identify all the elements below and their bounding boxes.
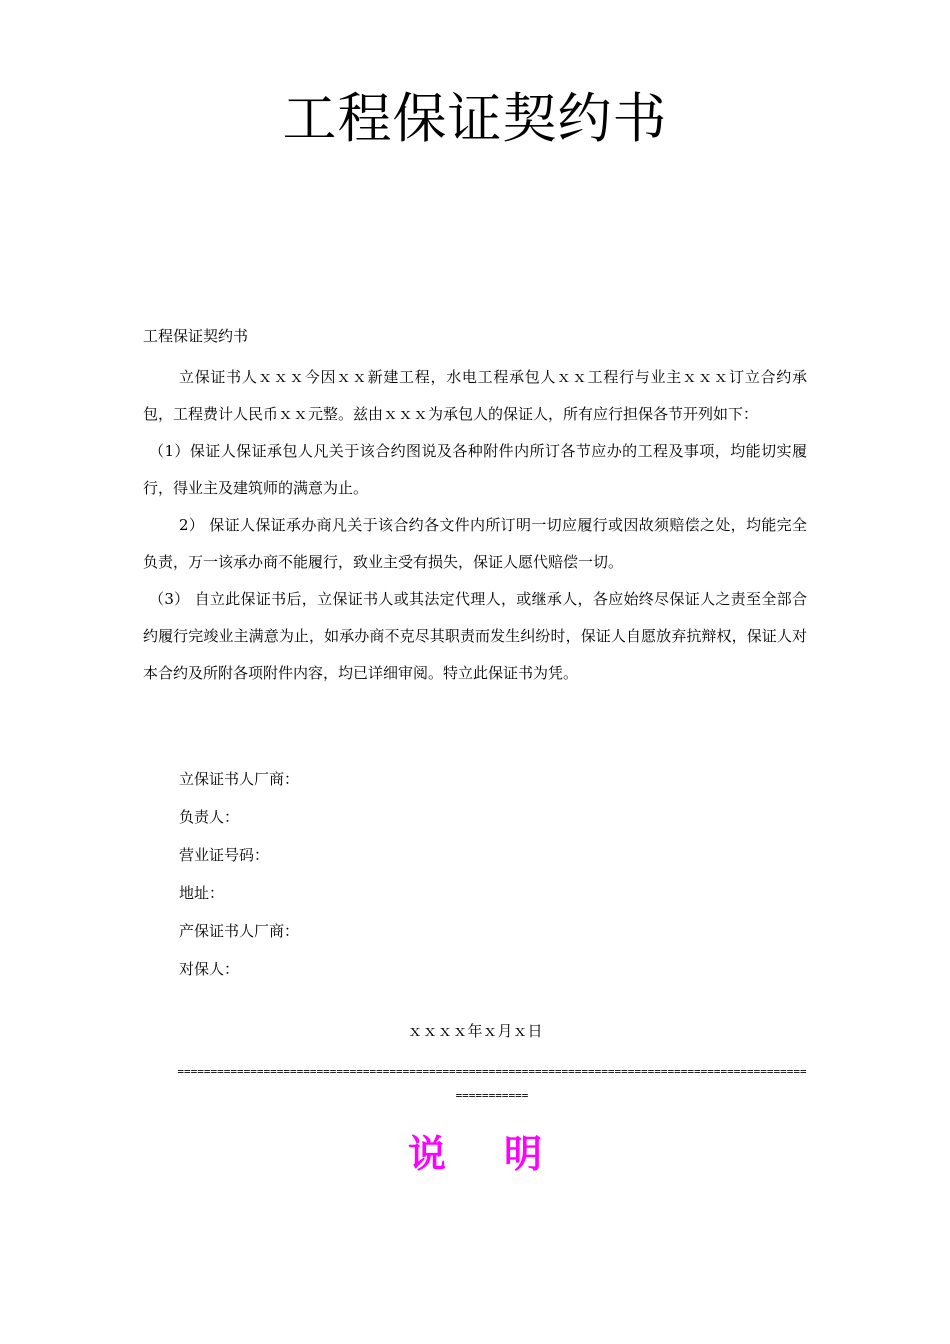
clause-3-paragraph: （3） 自立此保证书后，立保证书人或其法定代理人，或继承人，各应始终尽保证人之责至全部合约履行完竣业主满意为止，如承办商不克尽其职责而发生纠纷时，保证人自愿放弃抗辩权，保证人对本合约及所附各项附件内容，均已详细审阅。特立此保证书为凭。 [143, 590, 807, 682]
signature-business-license: 营业证号码： [179, 846, 270, 864]
body-heading: 工程保证契约书 [143, 327, 249, 345]
document-title: 工程保证契约书 [282, 87, 668, 150]
signature-verifier: 对保人： [179, 960, 240, 978]
intro-paragraph: 立保证书人ｘｘｘ今因ｘｘ新建工程，水电工程承包人ｘｘ工程行与业主ｘｘｘ订立合约承包，工程费计人民币ｘｘ元整。兹由ｘｘｘ为承包人的保证人，所有应行担保各节开列如下： [143, 368, 807, 423]
signature-address: 地址： [179, 884, 225, 902]
signature-second-firm: 产保证书人厂商： [179, 922, 300, 940]
note-heading: 说明 [407, 1132, 600, 1176]
signature-guarantor-firm: 立保证书人厂商： [179, 770, 300, 788]
clause-1-paragraph: （1）保证人保证承包人凡关于该合约图说及各种附件内所订各节应办的工程及事项，均能切实履行，得业主及建筑师的满意为止。 [143, 442, 807, 497]
document-date: ｘｘｘｘ年ｘ月ｘ日 [407, 1022, 543, 1040]
signature-block [179, 760, 299, 988]
document-body [143, 325, 807, 692]
separator-line: ========================================================================================================== [177, 1065, 807, 1102]
clause-2-paragraph: 2） 保证人保证承办商凡关于该合约各文件内所订明一切应履行或因故须赔偿之处，均能完全负责，万一该承办商不能履行，致业主受有损失，保证人愿代赔偿一切。 [143, 516, 807, 571]
signature-responsible-person: 负责人： [179, 808, 240, 826]
